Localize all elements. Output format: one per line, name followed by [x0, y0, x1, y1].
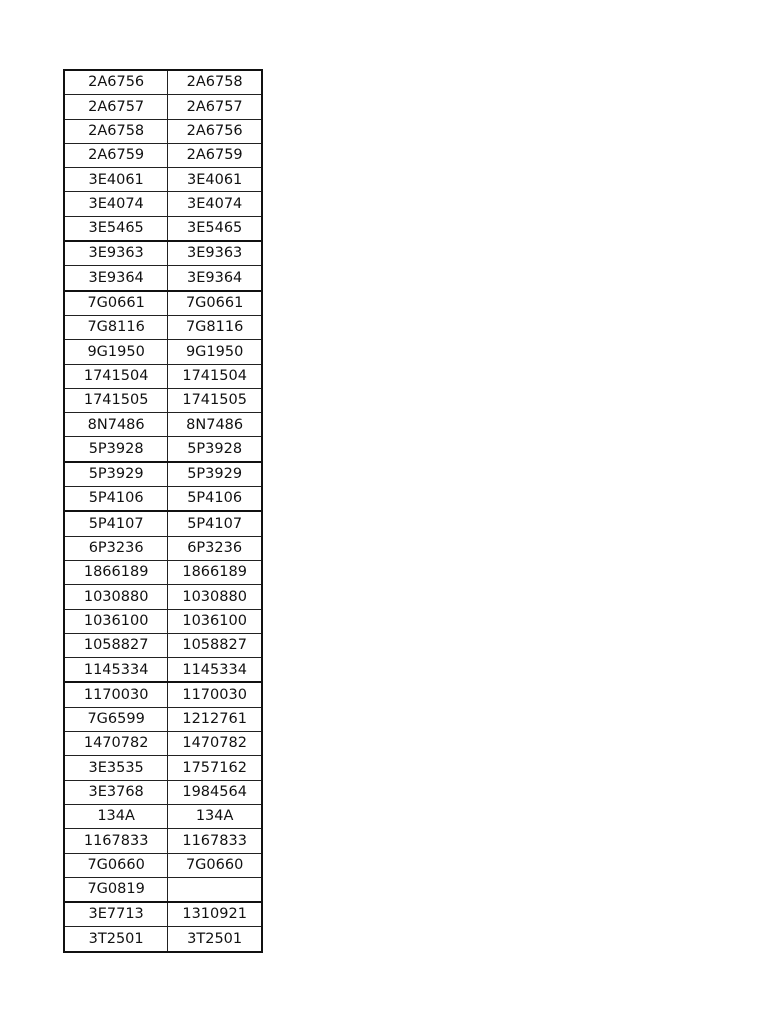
table-row [64, 609, 262, 633]
replacement-number-cell: 5P3928 [168, 437, 262, 462]
replacement-number-cell: 3T2501 [168, 927, 262, 952]
replacement-number-cell: 5P4106 [168, 487, 262, 512]
replacement-number-cell: 6P3236 [168, 536, 262, 560]
table-row [64, 732, 262, 756]
replacement-number-cell: 3E4074 [168, 192, 262, 216]
table-row [64, 536, 262, 560]
table-row [64, 266, 262, 291]
table-row [64, 804, 262, 828]
part-number-cell: 3E4061 [64, 168, 168, 192]
replacement-number-cell: 2A6757 [168, 95, 262, 119]
replacement-number-cell: 134A [168, 804, 262, 828]
part-number-cell: 3E7713 [64, 902, 168, 927]
replacement-number-cell: 2A6758 [168, 70, 262, 95]
part-number-table [63, 69, 263, 953]
part-number-cell: 1167833 [64, 829, 168, 853]
table-row [64, 437, 262, 462]
part-number-cell: 1030880 [64, 585, 168, 609]
part-number-cell: 1170030 [64, 682, 168, 707]
part-number-cell: 7G0819 [64, 877, 168, 902]
replacement-number-cell: 7G0660 [168, 853, 262, 877]
table-row [64, 511, 262, 536]
table-row [64, 291, 262, 316]
part-number-cell: 7G0661 [64, 291, 168, 316]
table-row [64, 829, 262, 853]
part-number-cell: 2A6757 [64, 95, 168, 119]
replacement-number-cell: 1866189 [168, 560, 262, 584]
part-number-cell: 3E3535 [64, 756, 168, 780]
table-row [64, 756, 262, 780]
replacement-number-cell: 2A6759 [168, 143, 262, 167]
replacement-number-cell: 1058827 [168, 633, 262, 657]
part-number-cell: 3E9363 [64, 241, 168, 266]
part-number-cell: 1036100 [64, 609, 168, 633]
part-number-cell: 3E9364 [64, 266, 168, 291]
replacement-number-cell: 5P3929 [168, 462, 262, 487]
part-number-cell: 1866189 [64, 560, 168, 584]
part-number-cell: 3E4074 [64, 192, 168, 216]
part-number-cell: 2A6759 [64, 143, 168, 167]
part-number-cell: 3E3768 [64, 780, 168, 804]
table-row [64, 340, 262, 364]
table-row [64, 462, 262, 487]
replacement-number-cell: 1984564 [168, 780, 262, 804]
table-row [64, 192, 262, 216]
replacement-number-cell: 1167833 [168, 829, 262, 853]
part-number-cell: 7G8116 [64, 315, 168, 339]
part-number-cell: 3E5465 [64, 216, 168, 241]
table-row [64, 119, 262, 143]
table-row [64, 168, 262, 192]
table-row [64, 853, 262, 877]
replacement-number-cell: 1741504 [168, 364, 262, 388]
part-number-cell: 2A6756 [64, 70, 168, 95]
replacement-number-cell: 1212761 [168, 707, 262, 731]
part-number-table-body [64, 70, 262, 952]
table-row [64, 877, 262, 902]
part-number-cell: 7G0660 [64, 853, 168, 877]
replacement-number-cell: 1030880 [168, 585, 262, 609]
table-row [64, 585, 262, 609]
part-number-cell: 1741505 [64, 388, 168, 412]
replacement-number-cell: 1145334 [168, 658, 262, 683]
part-number-cell: 1058827 [64, 633, 168, 657]
replacement-number-cell: 1310921 [168, 902, 262, 927]
replacement-number-cell: 1757162 [168, 756, 262, 780]
table-row [64, 413, 262, 437]
part-number-cell: 1741504 [64, 364, 168, 388]
replacement-number-cell: 1741505 [168, 388, 262, 412]
table-row [64, 143, 262, 167]
part-number-cell: 9G1950 [64, 340, 168, 364]
table-row [64, 560, 262, 584]
replacement-number-cell: 9G1950 [168, 340, 262, 364]
part-number-cell: 1145334 [64, 658, 168, 683]
replacement-number-cell: 7G0661 [168, 291, 262, 316]
part-number-cell: 3T2501 [64, 927, 168, 952]
table-row [64, 707, 262, 731]
replacement-number-cell: 1036100 [168, 609, 262, 633]
part-number-cell: 8N7486 [64, 413, 168, 437]
replacement-number-cell: 2A6756 [168, 119, 262, 143]
table-row [64, 95, 262, 119]
table-row [64, 487, 262, 512]
table-row [64, 315, 262, 339]
part-number-cell: 134A [64, 804, 168, 828]
part-number-cell: 1470782 [64, 732, 168, 756]
table-row [64, 633, 262, 657]
replacement-number-cell: 1470782 [168, 732, 262, 756]
table-row [64, 364, 262, 388]
part-number-cell: 6P3236 [64, 536, 168, 560]
replacement-number-cell: 3E9363 [168, 241, 262, 266]
replacement-number-cell [168, 877, 262, 902]
part-number-cell: 5P4107 [64, 511, 168, 536]
table-row [64, 780, 262, 804]
part-number-cell: 2A6758 [64, 119, 168, 143]
replacement-number-cell: 5P4107 [168, 511, 262, 536]
replacement-number-cell: 3E4061 [168, 168, 262, 192]
table-row [64, 216, 262, 241]
table-row [64, 241, 262, 266]
part-number-cell: 5P4106 [64, 487, 168, 512]
replacement-number-cell: 1170030 [168, 682, 262, 707]
table-row [64, 388, 262, 412]
part-number-cell: 5P3929 [64, 462, 168, 487]
table-row [64, 682, 262, 707]
replacement-number-cell: 3E5465 [168, 216, 262, 241]
replacement-number-cell: 8N7486 [168, 413, 262, 437]
part-number-cell: 5P3928 [64, 437, 168, 462]
replacement-number-cell: 7G8116 [168, 315, 262, 339]
table-row [64, 902, 262, 927]
replacement-number-cell: 3E9364 [168, 266, 262, 291]
table-row [64, 658, 262, 683]
part-number-cell: 7G6599 [64, 707, 168, 731]
table-row [64, 927, 262, 952]
table-row [64, 70, 262, 95]
